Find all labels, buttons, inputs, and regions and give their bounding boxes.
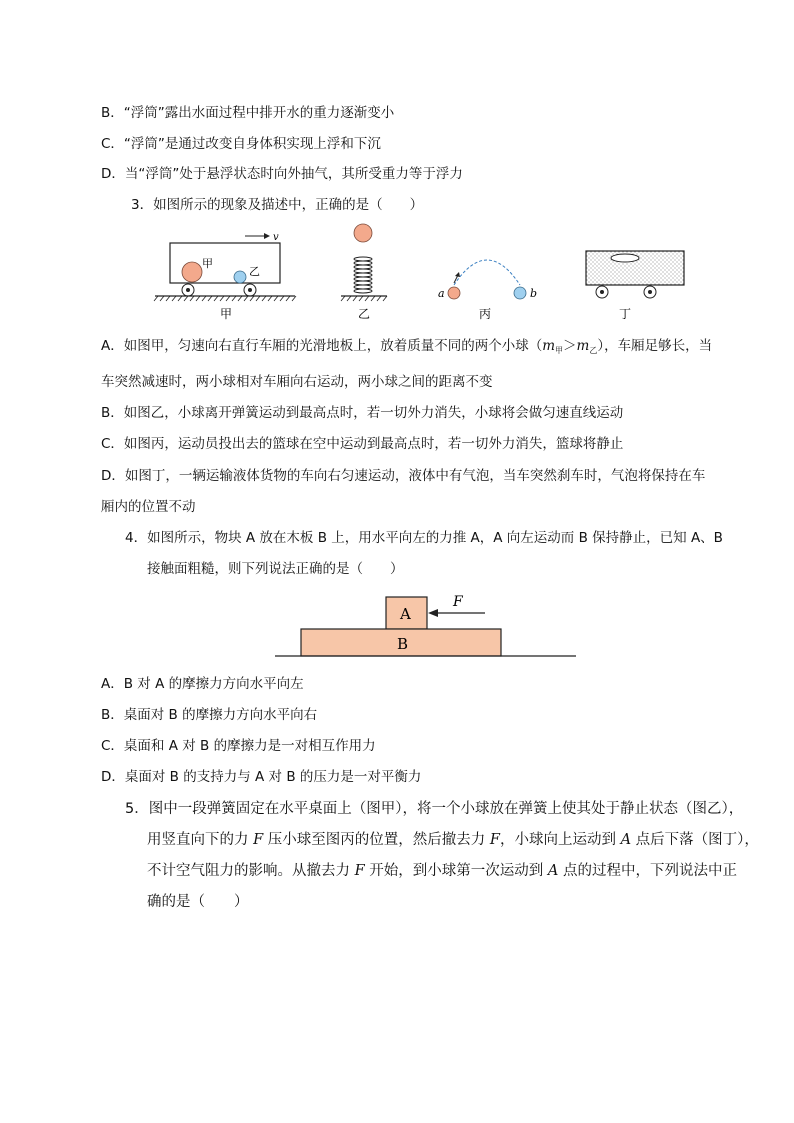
q2-option-c: C．“浮筒”是通过改变自身体积实现上浮和下沉	[101, 136, 381, 152]
velocity-arrow	[264, 233, 270, 239]
figure-jia	[150, 225, 300, 325]
air-bubble	[611, 254, 639, 262]
ball-jia-label: 甲	[202, 257, 213, 270]
force-arrow-head	[428, 609, 438, 617]
ball-b	[514, 287, 526, 299]
figure-ding	[580, 245, 690, 325]
q5-line2: 用竖直向下的力 F 压小球至图丙的位置，然后撤去力 F，小球向上运动到 A 点后下落（图丁），	[147, 832, 759, 848]
trajectory	[454, 260, 520, 285]
q2-option-d: D．当“浮筒”处于悬浮状态时向外抽气，其所受重力等于浮力	[101, 166, 463, 182]
caption-yi: 乙	[358, 307, 371, 321]
q4-stem-line2: 接触面粗糙，则下列说法正确的是（ ）	[147, 561, 404, 577]
caption-jia: 甲	[220, 307, 233, 321]
q5-line4: 确的是（ ）	[147, 894, 249, 910]
caption-ding: 丁	[619, 307, 632, 321]
ball-yi-label: 乙	[249, 265, 260, 278]
force-label: F	[453, 594, 463, 610]
throw-arrow	[455, 272, 460, 277]
ball-jia	[182, 262, 202, 282]
q3-stem: 3．如图所示的现象及描述中，正确的是（ ）	[131, 197, 424, 213]
q4-option-d: D．桌面对 B 的支持力与 A 对 B 的压力是一对平衡力	[101, 769, 422, 785]
block-b-label: B	[397, 635, 409, 653]
q5-line3: 不计空气阻力的影响。从撤去力 F 开始，到小球第一次运动到 A 点的过程中，下列说法中正	[147, 863, 737, 879]
q3-option-d-line1: D．如图丁，一辆运输液体货物的车向右匀速运动，液体中有气泡，当车突然刹车时，气泡将保持在车	[101, 468, 706, 484]
spring	[354, 257, 372, 293]
figure-bing	[432, 245, 542, 325]
figure-q4	[270, 590, 590, 662]
q4-option-c: C．桌面和 A 对 B 的摩擦力是一对相互作用力	[101, 738, 376, 754]
q3-option-c: C．如图丙，运动员投出去的篮球在空中运动到最高点时，若一切外力消失，篮球将静止	[101, 436, 624, 452]
ball-a	[448, 287, 460, 299]
q3-option-a-line2: 车突然减速时，两小球相对车厢向右运动，两小球之间的距离不变	[101, 374, 493, 390]
point-a-label: a	[438, 287, 445, 300]
q4-option-b: B．桌面对 B 的摩擦力方向水平向右	[101, 707, 318, 723]
block-a-label: A	[400, 605, 411, 623]
ball-above-spring	[354, 224, 372, 242]
q5-line1: 5．图中一段弹簧固定在水平桌面上（图甲），将一个小球放在弹簧上使其处于静止状态（图乙），	[125, 801, 744, 817]
q4-option-a: A．B 对 A 的摩擦力方向水平向左	[101, 676, 304, 692]
caption-bing: 丙	[479, 307, 492, 321]
q3-option-d-line2: 厢内的位置不动	[101, 499, 196, 515]
point-b-label: b	[530, 287, 538, 300]
velocity-label: v	[273, 232, 279, 243]
q3-option-b: B．如图乙，小球离开弹簧运动到最高点时，若一切外力消失，小球将会做匀速直线运动	[101, 405, 624, 421]
q2-option-b: B．“浮筒”露出水面过程中排开水的重力逐渐变小	[101, 105, 395, 121]
q4-stem-line1: 4．如图所示，物块 A 放在木板 B 上，用水平向左的力推 A，A 向左运动而 B 保持静止，已知 A、B	[125, 530, 723, 546]
q3-option-a-line1: A．如图甲，匀速向右直行车厢的光滑地板上，放着质量不同的两个小球$(m_甲>m_乙)$，车厢足够长，当	[101, 338, 713, 355]
figure-yi	[335, 222, 395, 325]
ball-yi	[234, 271, 246, 283]
